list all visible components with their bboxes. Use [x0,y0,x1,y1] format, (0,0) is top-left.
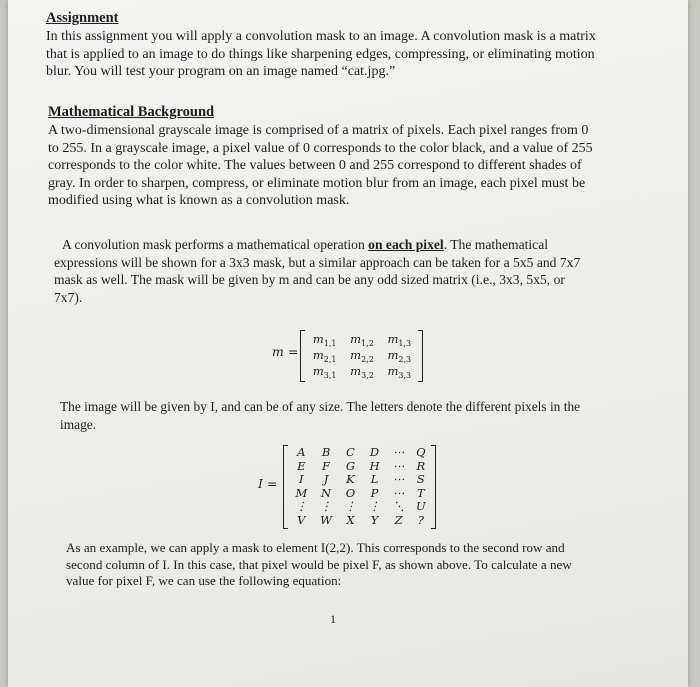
matrix-cell: L [370,472,379,486]
matrix-cell: ⋮ [320,499,332,513]
matrix-cell: I [299,472,304,486]
matrix-cell: S [416,472,425,486]
matrix-cell: ⋮ [368,499,381,513]
text-line: second column of I. In this case, that pixel would be pixel F, as shown above. To calculate a new [66,556,572,572]
matrix-row [289,460,431,474]
matrix-cell: B [321,445,331,459]
text-line: gray. In order to sharpen, compress, or eliminate motion blur from an image, each pixel must be [48,175,586,191]
matrix-cell: $m_{1,1}$ [312,332,337,348]
image-paragraph [60,398,632,433]
assignment-heading: Assignment [46,10,119,26]
text-line: As an example, we can apply a mask to element I(2,2). This corresponds to the second row and [66,540,565,555]
matrix-cell: F [322,458,331,473]
assignment-paragraph [46,28,638,81]
matrix-cell: ⋯ [392,472,405,486]
background-paragraph [48,122,636,210]
matrix-cell: H [369,458,380,473]
matrix-cell: E [297,458,306,473]
matrix-cell: $m_{1,3}$ [387,332,412,348]
matrix-cell: $m_{1,2}$ [350,332,374,348]
matrix-cell: V [297,512,306,527]
text-line: A two-dimensional grayscale image is comprised of a matrix of pixels. Each pixel ranges from 0 [48,123,589,138]
matrix-row [306,332,418,348]
matrix-cell: ? [417,512,424,527]
page-number: 1 [330,612,336,626]
matrix-cell: D [369,445,380,459]
text-line: 7x7). [54,289,83,305]
matrix-cell: $m_{2,3}$ [387,348,412,364]
document-page [8,0,688,687]
matrix-bracket-right [431,445,436,529]
emphasis-text: on each pixel [368,237,444,252]
matrix-cell: G [345,458,356,473]
matrix-cell: ⋯ [392,458,405,473]
matrix-cell: P [370,485,379,500]
image-matrix-label: I = [258,476,278,491]
image-matrix [289,446,431,527]
matrix-row [306,364,418,380]
matrix-row [289,487,431,501]
text-line: The image will be given by I, and can be of any size. The letters denote the different pixels in the [60,399,581,414]
text-line: image. [60,416,97,432]
matrix-cell: Z [394,512,403,527]
matrix-cell: U [415,499,426,513]
text-line: to 255. In a grayscale image, a pixel value of 0 corresponds to the color black, and a value of 255 [48,140,593,156]
matrix-cell: ⋮ [295,499,308,513]
matrix-cell: N [321,485,332,500]
matrix-cell: X [346,512,355,527]
text-line: expressions will be shown for a 3x3 mask, but a similar approach can be taken for a 5x5 and 7x7 [54,254,581,270]
mask-paragraph [54,236,634,306]
matrix-bracket-left [300,330,305,382]
matrix-row [289,473,431,487]
matrix-cell: ⋱ [392,499,405,513]
matrix-cell: W [320,512,332,527]
matrix-row [289,500,431,514]
matrix-row [306,348,418,364]
matrix-cell: T [416,485,425,500]
text-line: value for pixel F, we can use the following equation: [66,573,342,588]
example-paragraph [66,540,628,590]
matrix-cell: K [346,472,355,486]
matrix-cell: $m_{2,2}$ [350,348,374,364]
matrix-cell: $m_{3,1}$ [312,364,337,380]
matrix-cell: A [297,445,306,459]
matrix-cell: $m_{2,1}$ [312,348,337,364]
text-line: that is applied to an image to do things like sharpening edges, compressing, or eliminating motion [46,46,595,62]
text-line: modified using what is known as a convolution mask. [48,193,350,208]
text-line: blur. You will test your program on an image named “cat.jpg.” [46,64,396,79]
matrix-bracket-left [283,445,288,529]
matrix-cell: $m_{3,3}$ [387,364,412,380]
matrix-cell: ⋯ [392,445,405,459]
text-line: A convolution mask performs a mathematical operation on each pixel. The mathematical [62,237,549,252]
matrix-bracket-right [418,330,423,382]
matrix-cell: C [346,445,355,459]
matrix-cell: M [295,485,308,500]
matrix-cell: O [345,485,356,500]
matrix-cell: Q [416,445,426,459]
text-line: mask as well. The mask will be given by m and can be any odd sized matrix (i.e., 3x3, 5x5, or [54,272,565,287]
matrix-row [289,514,431,528]
matrix-cell: R [416,458,426,473]
text-line: In this assignment you will apply a convolution mask to an image. A convolution mask is a matrix [46,29,596,44]
matrix-cell: $m_{3,2}$ [350,364,374,380]
matrix-cell: ⋮ [344,499,357,513]
matrix-row [289,446,431,460]
matrix-cell: ⋯ [392,485,405,500]
background-heading: Mathematical Background [48,104,215,120]
mask-matrix-label: m = [272,344,299,359]
matrix-cell: J [323,472,329,486]
mask-matrix [306,332,418,380]
text-line: corresponds to the color white. The values between 0 and 255 correspond to different shades of [48,158,582,173]
matrix-cell: Y [370,512,379,527]
